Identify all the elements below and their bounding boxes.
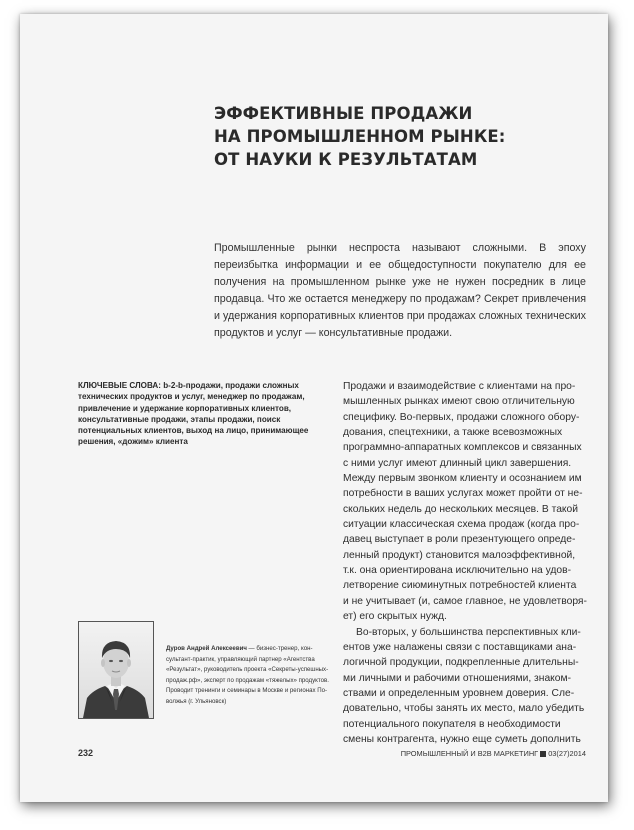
bio-line: «Результат», руководитель проекта «Секреты-успешных-: [166, 666, 329, 674]
author-photo: [78, 621, 154, 719]
article-lead: Промышленные рынки неспроста называют сложными. В эпоху переизбытка информации и ее общедоступности покупателю для ее получения на промышленном рынке уже не нужен посредник в лице продавца. Что же остается менеджеру по продажам? Секрет привлечения и удержания корпоративных клиентов при продажах сложных технических продуктов и услуг — консультативные продажи.: [214, 242, 586, 339]
page-number: 232: [78, 748, 94, 758]
bio-line: [166, 644, 326, 655]
body-line: давец выступает в роли презентующего опреде-: [343, 534, 576, 546]
body-line: т.к. она ориентирована исключительно на удов-: [343, 565, 572, 577]
body-line: потребности в ваших услугах может пройти от не-: [343, 488, 583, 500]
magazine-page: [20, 14, 608, 802]
body-line: и не учитывает (и, самое главное, не удовлетворя-: [343, 595, 587, 607]
body-line: летворение сиюминутных потребностей клиента: [343, 580, 577, 592]
keywords-label: КЛЮЧЕВЫЕ СЛОВА:: [78, 381, 161, 390]
body-line: Во-вторых, у большинства перспективных кли-: [356, 626, 581, 638]
body-line: программно-аппаратных комплексов и связанных: [343, 442, 582, 454]
body-line: ет) его скрытых нужд.: [343, 611, 447, 623]
body-line: с ними услуг имеют длинный цикл завершения.: [343, 457, 572, 469]
body-line: ствами и определенным уровнем доверия. Сле-: [343, 687, 575, 699]
body-line: смены контрагента, нужно еще суметь дополнить: [343, 733, 581, 745]
article-title: [214, 102, 574, 171]
keywords-text: b-2-b-продажи, продажи сложных технических продуктов и услуг, менеджер по продажам, привлечение и удержание корпоративных клиентов, консультативные продажи, этапы продажи, поиск потенциальных клиентов, выход на лицо, принимающее решения, «дожим» клиента: [78, 381, 309, 447]
author-portrait-icon: [79, 622, 153, 718]
author-name: Дуров Андрей Алексеевич: [166, 645, 247, 652]
body-line: логичной продукции, подкрепленные длительны-: [343, 657, 579, 669]
body-line: довательно, чтобы занять их место, мало убедить: [343, 703, 585, 715]
bio-line: продаж.рф», эксперт по продажам «тяжелых» продуктов.: [166, 676, 329, 684]
body-line: ленный продукт) становится малоэффективной,: [343, 549, 576, 561]
body-paragraph-2: [343, 625, 587, 748]
body-line: ситуации классическая схема продаж (когда про-: [343, 519, 580, 531]
body-line: скольких недель до нескольких месяцев. В такой: [343, 503, 579, 515]
body-line: Продажи и взаимодействие с клиентами на про-: [343, 381, 576, 392]
title-line: ЭФФЕКТИВНЫЕ ПРОДАЖИ: [214, 104, 473, 123]
title-line: НА ПРОМЫШЛЕННОМ РЫНКЕ:: [214, 127, 506, 146]
keywords-block: [78, 380, 310, 448]
journal-issue: 03(27)2014: [548, 749, 586, 758]
body-line: дования, спецтехники, а также всевозможных: [343, 427, 563, 439]
body-line: Между первым звонком клиенту и осознанием им: [343, 473, 582, 485]
body-line: ентов уже налажены связи с поставщиками ана-: [343, 641, 577, 653]
bio-first-line-rest: — бизнес-тренер, кон-: [246, 645, 313, 652]
article-body: [343, 379, 587, 747]
journal-footer: [401, 749, 586, 758]
square-bullet-icon: [540, 751, 546, 757]
body-line: мышленных рынках имеют свою отличительную: [343, 396, 575, 408]
body-line: ми личными и рабочими отношениями, знаком-: [343, 672, 572, 684]
journal-name: ПРОМЫШЛЕННЫЙ И В2В МАРКЕТИНГ: [400, 749, 539, 758]
body-paragraph-1: [343, 379, 587, 625]
bio-line: сультант-практик, управляющий партнер «Агентства: [166, 655, 315, 663]
bio-line: Проводит тренинги и семинары в Москве и регионах По-: [166, 687, 328, 695]
bio-line: волжья (г. Ульяновск): [166, 697, 227, 705]
title-line: ОТ НАУКИ К РЕЗУЛЬТАТАМ: [214, 150, 478, 169]
author-bio: [166, 644, 329, 708]
body-line: специфику. Во-первых, продажи сложного обору-: [343, 411, 580, 423]
body-line: потенциального покупателя в необходимости: [343, 718, 561, 730]
